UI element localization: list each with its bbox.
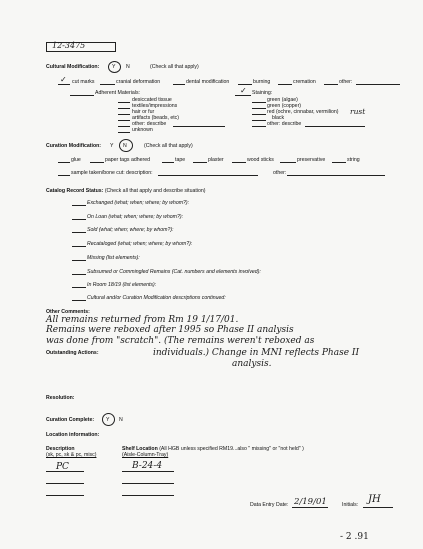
adherent-other[interactable]: other: describe [132,121,167,127]
adherent-hair-fur[interactable]: hair or fur [132,109,155,115]
comment-line-3: was done from "scratch". (The remains weren't reboxed as [46,336,315,346]
cultural-modification-heading: Cultural Modification: [46,64,100,70]
resolution-label: Resolution: [46,395,75,401]
status-subsumed[interactable]: Subsumed or Commingled Remains (Cat. numbers and elements involved): [87,269,261,275]
staining-note: rust [350,107,366,116]
staining-check-mark: ✓ [240,86,247,95]
staining-green-algae[interactable]: green (algae) [267,97,298,103]
cultural-y[interactable]: Y [112,64,116,70]
status-missing[interactable]: Missing (list elements): [87,255,140,261]
catalog-status-heading-row [46,188,205,194]
initials-label: Initials: [342,502,359,508]
curation-glue[interactable]: glue [71,157,81,163]
shelf-sub: (Aisle-Column-Tray) [122,452,169,458]
record-id: 12-3475 [52,41,86,50]
curation-paper-tags[interactable]: paper tags adhered [105,157,150,163]
description-header: Description [46,446,75,452]
staining-red[interactable]: red (ochre, cinnabar, vermilion) [267,109,339,115]
option-cremation[interactable]: cremation [293,79,316,85]
adherent-materials-label: Adherent Materials: [95,90,140,96]
staining-other[interactable]: other: describe [267,121,302,127]
comment-line-1: All remains returned from Rm 19 1/17/01. [46,315,239,325]
curation-plaster[interactable]: plaster [208,157,224,163]
other-comments-heading: Other Comments: [46,309,90,315]
data-entry-date-value: 2/19/01 [294,497,327,507]
location-heading: Location information: [46,432,100,438]
catalog-status-instructions: (Check all that apply and describe situation) [104,188,206,194]
curation-tape[interactable]: tape [175,157,186,163]
curation-modification-heading: Curation Modification: [46,143,102,149]
adherent-textiles[interactable]: textiles/impressions [132,103,178,109]
comment-line-2: Remains were reboxed after 1995 so Phase II analysis [46,325,294,335]
curation-n[interactable]: N [123,143,127,149]
curation-sample-label: sample taken/bone cut: description: [71,170,153,176]
adherent-artifacts[interactable]: artifacts (beads, etc) [132,115,179,121]
description-sub: (sk, pc, sk & pc, misc) [46,452,97,458]
cultural-n[interactable]: N [126,64,130,70]
shelf-value: B-24-4 [132,461,163,471]
status-on-loan[interactable]: On Loan (what; when; where; by whom?): [87,214,184,220]
option-burning[interactable]: burning [253,79,271,85]
curation-other-label: other: [273,170,287,176]
status-recataloged[interactable]: Recataloged (what; when; where; by whom?): [87,241,193,247]
status-continued[interactable]: Cultural and/or Curation Modification descriptions continued: [87,295,226,301]
option-dental-modification[interactable]: dental modification [186,79,230,85]
initials-value: JH [368,494,381,505]
curation-string[interactable]: string [347,157,360,163]
curation-complete-y[interactable]: Y [106,417,110,423]
option-cranial-deformation[interactable]: cranial deformation [116,79,161,85]
staining-black[interactable]: black [272,115,285,121]
curation-instructions: (Check all that apply) [144,143,193,149]
catalog-status-heading: Catalog Record Status: [46,188,104,194]
outstanding-actions-label: Outstanding Actions: [46,350,99,356]
shelf-header: Shelf Location [122,446,158,452]
curation-preservative[interactable]: preservative [297,157,326,163]
comment-line-4: individuals.) Change in MNI reflects Phase II [153,348,359,358]
data-entry-date-label: Data Entry Date: [250,502,289,508]
status-sold[interactable]: Sold (what; when; where; by whom?): [87,227,174,233]
check-mark: ✓ [60,75,67,84]
description-value: PC [56,462,69,472]
option-cut-marks[interactable]: cut marks [72,79,95,85]
shelf-note: (All HGB unless specified RM19...also " missing" or "not held" ) [159,446,304,452]
curation-y[interactable]: Y [110,143,114,149]
page-mark: - 2 .91 [340,532,369,542]
adherent-desiccated-tissue[interactable]: desiccated tissue [132,97,172,103]
comment-line-5: analysis. [232,359,272,369]
curation-wood-sticks[interactable]: wood sticks [247,157,274,163]
status-room-18-19[interactable]: In Room 18/19 (list elements): [87,282,157,288]
staining-green-copper[interactable]: green (copper) [267,103,302,109]
curation-complete-n[interactable]: N [119,417,123,423]
adherent-unknown[interactable]: unknown [132,127,153,133]
option-other[interactable]: other: [339,79,353,85]
staining-label: Staining: [252,90,273,96]
curation-complete-label: Curation Complete: [46,417,95,423]
cultural-instructions: (Check all that apply) [150,64,199,70]
status-exchanged[interactable]: Exchanged (what; when; where; by whom?): [87,200,190,206]
